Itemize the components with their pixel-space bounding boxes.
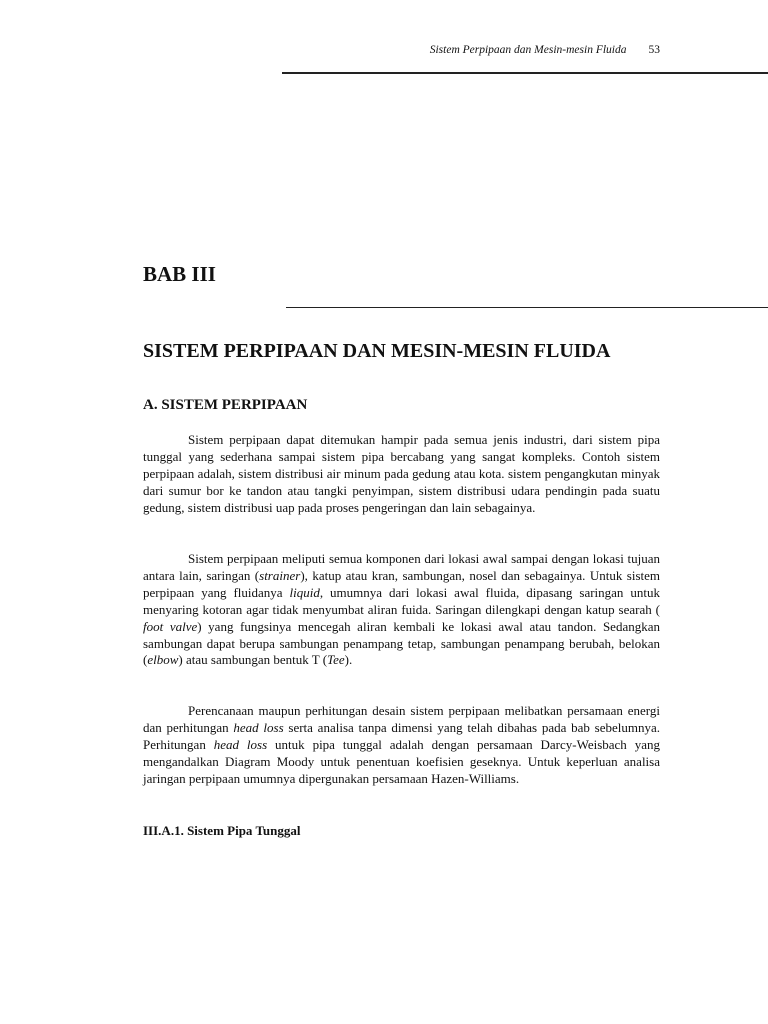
paragraph-2-text: , umumnya dari lokasi awal fluida, dipasang saringan untuk menyaring kotoran agar tidak menyumbat aliran fuida. Saringan dilengkapi dengan katup searah ( [143,584,660,617]
paragraph-2-text: ). [344,652,353,668]
paragraph-2-text: ) yang fungsinya mencegah aliran kembali ke lokasi awal atau tandon. Sedangkan sambungan dapat berupa sambungan penampang tetap, sambungan penampang berubah, belokan ( [143,618,660,668]
paragraph-3-text: untuk pipa tunggal adalah dengan persamaan Darcy-Weisbach yang mengandalkan Diagram Moody untuk penentuan koefisien geseknya. Untuk keperluan analisa jaringan perpipaan umumnya dipergunakan persamaan Hazen-Williams. [143,736,660,786]
subsection-title: III.A.1. Sistem Pipa Tunggal [143,823,301,838]
term-strainer: strainer [259,567,301,583]
paragraph-3 [143,703,660,788]
running-header [282,44,660,56]
paragraph-2 [143,551,660,669]
chapter-rule [286,307,768,308]
term-liquid: liquid [289,584,320,600]
term-head-loss: head loss [213,736,268,752]
page-number: 53 [648,44,660,56]
section-title: A. SISTEM PERPIPAAN [143,397,308,413]
header-rule [282,72,768,74]
paragraph-2-text: ) atau sambungan bentuk T ( [178,652,328,668]
paragraph-3-text: serta analisa tanpa dimensi yang telah dibahas pada bab sebelumnya. Perhitungan [143,719,660,752]
chapter-title: SISTEM PERPIPAAN DAN MESIN-MESIN FLUIDA [143,340,611,362]
term-tee: Tee [327,652,345,668]
term-elbow: elbow [147,652,179,668]
term-head-loss: head loss [233,719,284,735]
paragraph-1: Sistem perpipaan dapat ditemukan hampir pada semua jenis industri, dari sistem pipa tunggal yang sederhana sampai sistem pipa bercabang yang sangat kompleks. Contoh sistem perpipaan adalah, sistem distribusi air minum pada gedung atau kota. sistem pengangkutan minyak dari sumur bor ke tandon atau tangki penyimpan, sistem distribusi udara pendingin pada suatu gedung, sistem distribusi uap pada proses pengeringan dan lain sebagainya. [143,432,660,515]
paragraph-3-text: Perencanaan maupun perhitungan desain sistem perpipaan melibatkan persamaan energi dan perhitungan [143,703,660,735]
chapter-label: BAB III [143,262,216,286]
paragraph-2-text: ), katup atau kran, sambungan, nosel dan sebagainya. Untuk sistem perpipaan yang fluidanya [143,567,660,600]
paragraph-2-text: Sistem perpipaan meliputi semua komponen dari lokasi awal sampai dengan lokasi tujuan antara lain, saringan ( [143,551,660,583]
running-title: Sistem Perpipaan dan Mesin-mesin Fluida [429,44,627,56]
term-foot-valve: foot valve [143,618,198,634]
